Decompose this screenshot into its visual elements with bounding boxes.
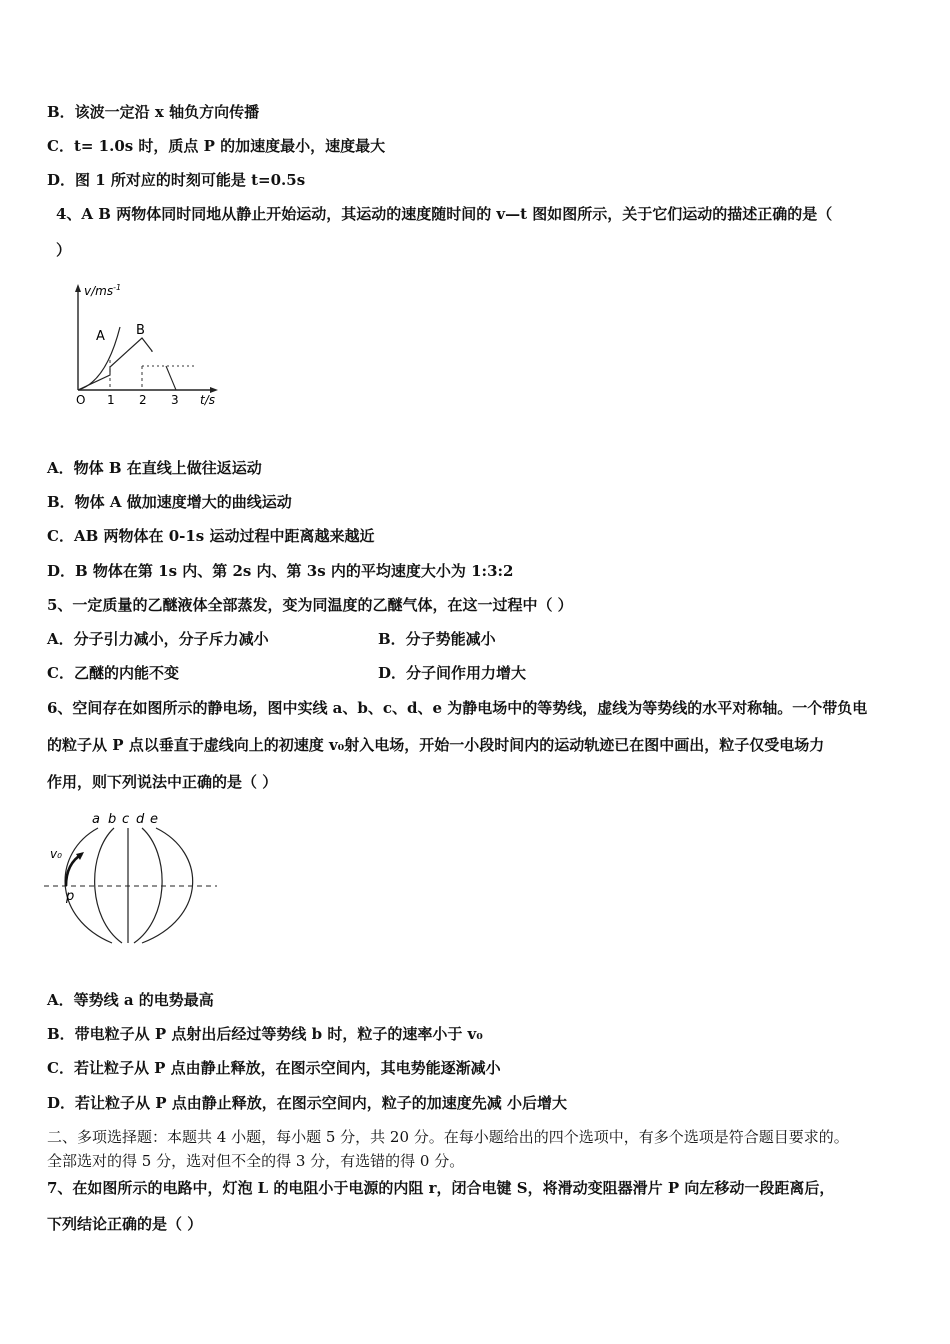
vt-curve-b-decline: [166, 366, 176, 390]
q6-option-a: A．等势线 a 的电势最高: [47, 991, 214, 1009]
vt-y-label: $v/ms^{-1}$: [84, 283, 122, 298]
q6-equipotential-figure: [42, 808, 227, 950]
vt-tick-2: 2: [139, 393, 147, 407]
q4-option-a: A．物体 B 在直线上做往返运动: [47, 459, 262, 477]
q6-option-d: D．若让粒子从 P 点由静止释放，在图示空间内，粒子的加速度先减 小后增大: [47, 1094, 567, 1112]
q5-option-a: A．分子引力减小，分子斥力减小: [47, 630, 269, 648]
q7-stem-line2: 下列结论正确的是（ ）: [47, 1215, 203, 1233]
q4-option-b: B．物体 A 做加速度增大的曲线运动: [47, 493, 292, 511]
equipotential-label-b: b: [108, 812, 117, 827]
q6-option-c: C．若让粒子从 P 点由静止释放，在图示空间内，其电势能逐渐减小: [47, 1059, 501, 1077]
equipotential-label-a: a: [92, 812, 100, 827]
q5-option-c: C．乙醚的内能不变: [47, 664, 179, 682]
q6-stem-line1: 6、空间存在如图所示的静电场，图中实线 a、b、c、d、e 为静电场中的等势线，虚线为等势线的水平对称轴。一个带负电: [47, 699, 868, 717]
section2-heading-line1: 二、多项选择题：本题共 4 小题，每小题 5 分，共 20 分。在每小题给出的四个选项中，有多个选项是符合题目要求的。: [47, 1128, 849, 1146]
equipotential-label-c: c: [122, 812, 130, 827]
section2-heading-line2: 全部选对的得 5 分，选对但不全的得 3 分，有选错的得 0 分。: [47, 1152, 465, 1170]
equipotential-label-d: d: [136, 812, 145, 827]
q4-vt-graph: [66, 282, 226, 410]
q5-option-b: B．分子势能减小: [378, 630, 496, 648]
q3-option-c: C．t= 1.0s 时，质点 P 的加速度最小，速度最大: [47, 137, 386, 155]
vt-tick-1: 1: [107, 393, 115, 407]
vt-curve-a-label: A: [96, 329, 105, 344]
v0-label: v₀: [50, 847, 62, 861]
q6-option-b: B．带电粒子从 P 点射出后经过等势线 b 时，粒子的速率小于 v₀: [47, 1025, 483, 1043]
q4-stem-line2: ）: [56, 241, 72, 259]
vt-x-label: t/s: [200, 393, 215, 407]
vt-origin-label: O: [76, 393, 86, 407]
q4-option-d: D．B 物体在第 1s 内、第 2s 内、第 3s 内的平均速度大小为 1:3:2: [47, 562, 514, 580]
q5-stem: 5、一定质量的乙醚液体全部蒸发，变为同温度的乙醚气体，在这一过程中（ ）: [47, 596, 573, 614]
q4-option-c: C．AB 两物体在 0-1s 运动过程中距离越来越近: [47, 527, 375, 545]
equipotential-label-e: e: [150, 812, 158, 827]
vt-tick-3: 3: [171, 393, 179, 407]
q6-stem-line3: 作用，则下列说法中正确的是（ ）: [47, 773, 278, 791]
q6-stem-line2: 的粒子从 P 点以垂直于虚线向上的初速度 v₀射入电场，开始一小段时间内的运动轨迹已在图中画出，粒子仅受电场力: [47, 736, 825, 754]
q3-option-b: B．该波一定沿 x 轴负方向传播: [47, 103, 260, 121]
vt-curve-b-label: B: [136, 323, 145, 338]
q3-option-d: D．图 1 所对应的时刻可能是 t=0.5s: [47, 171, 306, 189]
q7-stem-line1: 7、在如图所示的电路中，灯泡 L 的电阻小于电源的内阻 r，闭合电键 S，将滑动变阻器滑片 P 向左移动一段距离后，: [47, 1179, 835, 1197]
vt-curve-b: [78, 338, 152, 390]
vt-y-arrow: [75, 284, 81, 292]
q5-option-d: D．分子间作用力增大: [378, 664, 527, 682]
q4-stem-line1: 4、A B 两物体同时同地从静止开始运动，其运动的速度随时间的 v—t 图如图所示，关于它们运动的描述正确的是（: [56, 205, 833, 223]
p-point-label: p: [66, 889, 75, 904]
